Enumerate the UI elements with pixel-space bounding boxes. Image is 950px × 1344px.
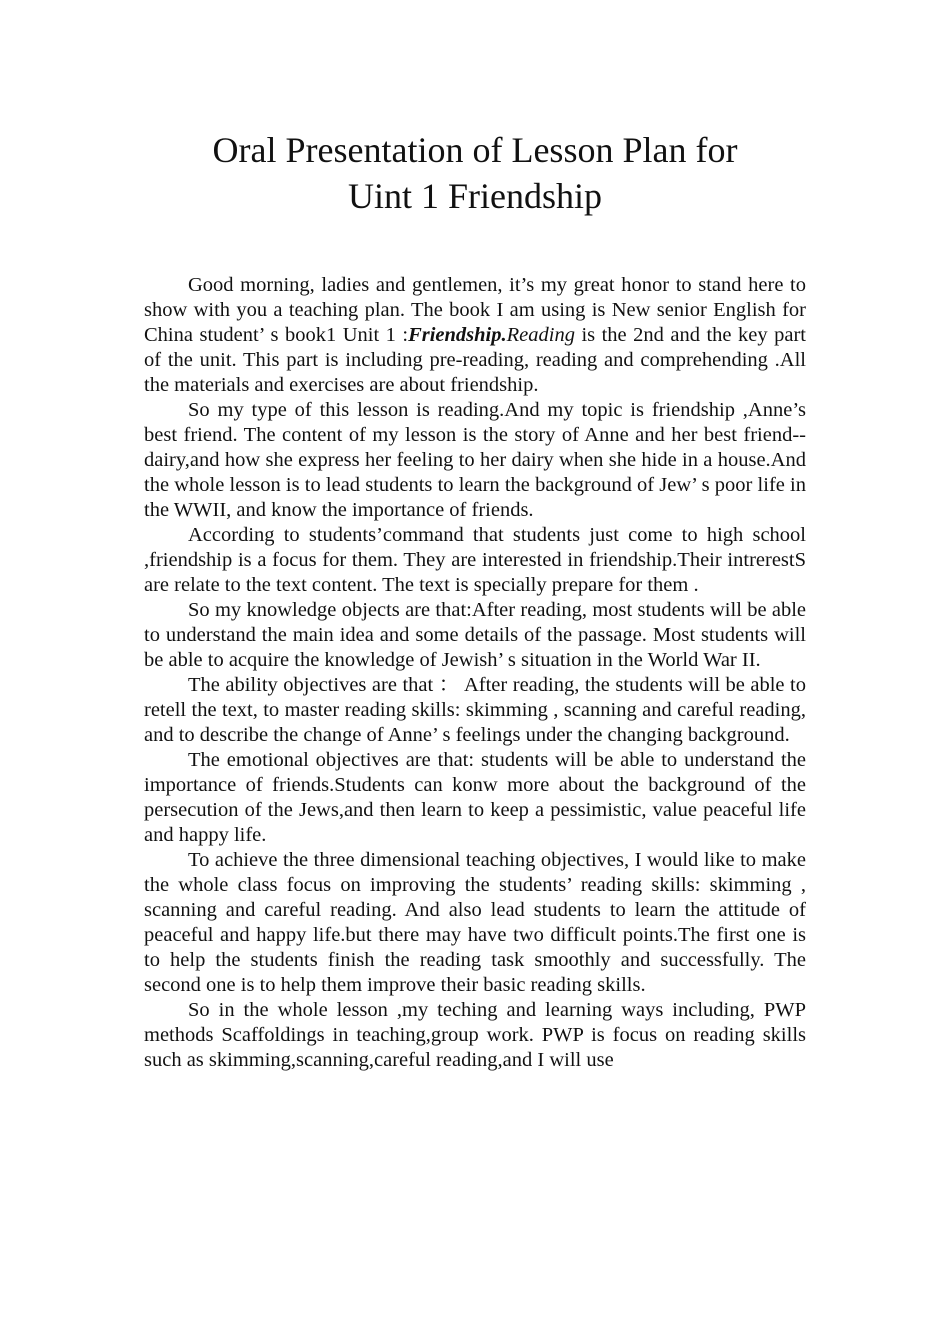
title-line-1: Oral Presentation of Lesson Plan for — [212, 130, 738, 170]
document-title — [0, 127, 950, 219]
paragraph-1-rest: is the 2nd and the key part of the unit. This part is including pre-reading, reading and comprehending .All the materials and exercises are about friendship. — [144, 324, 806, 396]
document-body — [144, 273, 806, 1073]
reading-emphasis: Reading — [506, 324, 575, 346]
paragraph-students: According to students’command that students just come to high school ,friendship is a focus for them. They are interested in friendship.Their intrerestS are relate to the text content. The text is specially prepare for them . — [144, 524, 806, 596]
paragraph-lesson-type: So my type of this lesson is reading.And my topic is friendship ,Anne’s best friend. The content of my lesson is the story of Anne and her best friend--dairy,and how she express her feeling to her dairy when she hide in a house.And the whole lesson is to lead students to learn the background of Jew’ s poor life in the WWII, and know the importance of friends. — [144, 399, 806, 521]
paragraph-emotional-objectives: The emotional objectives are that: students will be able to understand the importance of friends.Students can konw more about the background of the persecution of the Jews,and then learn to keep a pessimistic, value peaceful life and happy life. — [144, 749, 806, 846]
paragraph-ability-objectives: The ability objectives are that ： After reading, the students will be able to retell the text, to master reading skills: skimming , scanning and careful reading, and to describe the change of Anne’ s feelings under the changing background. — [144, 674, 806, 746]
friendship-emphasis: Friendship. — [408, 324, 507, 346]
paragraph-1-text: Good morning, ladies and gentlemen, it’s my great honor to stand here to show with you a teaching plan. The book I am using is New senior English for China student’ s book1 Unit 1 : — [144, 274, 806, 346]
title-line-2: Uint 1 Friendship — [347, 176, 602, 216]
paragraph-methods: So in the whole lesson ,my teching and learning ways including, PWP methods Scaffoldings in teaching,group work. PWP is focus on reading skills such as skimming,scanning,careful reading,and I will use — [144, 999, 806, 1071]
paragraph-knowledge-objectives: So my knowledge objects are that:After reading, most students will be able to understand the main idea and some details of the passage. Most students will be able to acquire the knowledge of Jewish’ s situation in the World War II. — [144, 599, 806, 671]
paragraph-introduction — [144, 273, 806, 398]
paragraph-key-points: To achieve the three dimensional teaching objectives, I would like to make the whole class focus on improving the students’ reading skills: skimming , scanning and careful reading. And also lead students to learn the attitude of peaceful and happy life.but there may have two difficult points.The first one is to help the students finish the reading task smoothly and successfully. The second one is to help them improve their basic reading skills. — [144, 849, 806, 996]
